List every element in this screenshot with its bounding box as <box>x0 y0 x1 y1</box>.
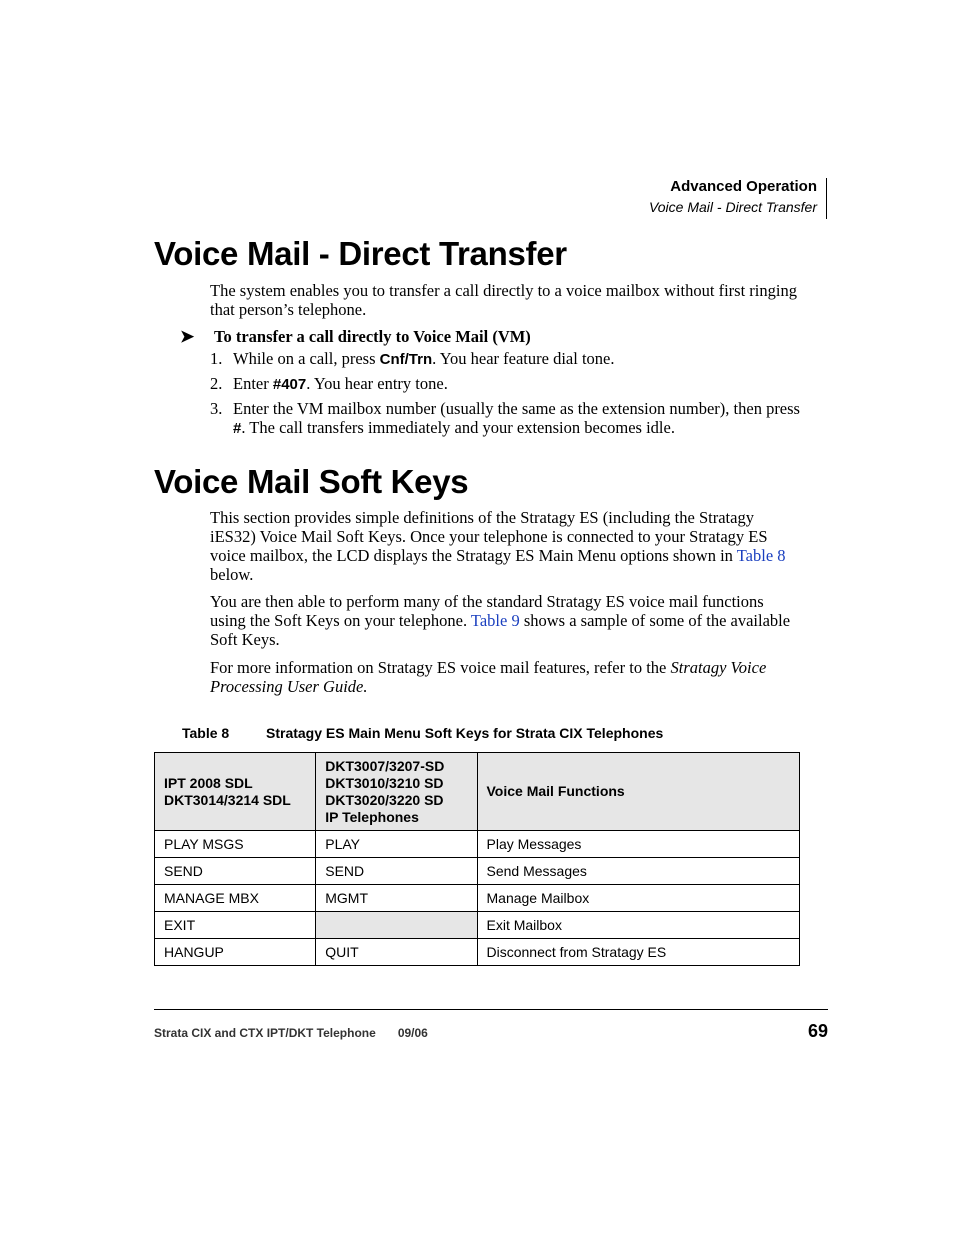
table-cell: HANGUP <box>155 939 316 966</box>
table-cell: PLAY MSGS <box>155 831 316 858</box>
header-line: DKT3007/3207-SD <box>325 757 445 774</box>
table-cell: Send Messages <box>477 858 800 885</box>
running-header-section: Advanced Operation <box>670 178 817 195</box>
soft-keys-table <box>154 752 800 966</box>
header-line: DKT3010/3210 SD <box>325 774 444 791</box>
paragraph-text: You are then able to perform many of the standard Stratagy ES voice mail functions using the Soft Keys on your telephone. <box>210 592 764 630</box>
table-cell-empty <box>316 912 477 939</box>
table-caption-title: Stratagy ES Main Menu Soft Keys for Strata CIX Telephones <box>266 725 664 741</box>
table-cell: MANAGE MBX <box>155 885 316 912</box>
key-label: #407 <box>272 376 307 393</box>
footer-rule <box>154 1009 828 1010</box>
table-cell: MGMT <box>316 885 477 912</box>
soft-keys-paragraph-2 <box>210 592 800 649</box>
footer-date: 09/06 <box>397 1026 428 1040</box>
paragraph-text: For more information on Stratagy ES voice mail features, refer to the <box>210 658 671 677</box>
step-text: . You hear feature dial tone. <box>432 349 615 368</box>
step-item <box>210 374 800 394</box>
column-header-dkt3007 <box>316 753 477 831</box>
table-header-row <box>155 753 800 831</box>
guide-title: Stratagy Voice Processing User Guide. <box>210 658 767 696</box>
step-text: . You hear entry tone. <box>306 374 448 393</box>
soft-keys-paragraph-3 <box>210 658 800 696</box>
table-caption <box>182 724 663 742</box>
table-cell: SEND <box>316 858 477 885</box>
table-cell: QUIT <box>316 939 477 966</box>
step-text: Enter the VM mailbox number (usually the same as the extension number), then press <box>233 399 800 418</box>
header-line: DKT3014/3214 SDL <box>164 791 291 808</box>
procedure-heading <box>180 327 531 346</box>
table-cell: EXIT <box>155 912 316 939</box>
header-line: Voice Mail Functions <box>486 783 625 799</box>
table-caption-number: Table 8 <box>182 725 230 741</box>
step-item <box>210 349 800 369</box>
running-header-rule <box>826 178 827 219</box>
table-row <box>155 939 800 966</box>
table-cell: Play Messages <box>477 831 800 858</box>
table-cell: Manage Mailbox <box>477 885 800 912</box>
running-header <box>649 176 817 218</box>
header-line: DKT3020/3220 SD <box>325 791 444 808</box>
table-row <box>155 831 800 858</box>
step-text: . The call transfers immediately and your extension becomes idle. <box>241 418 675 437</box>
table-row <box>155 912 800 939</box>
footer-title <box>154 1025 428 1041</box>
key-label: Cnf/Trn <box>379 351 433 368</box>
procedure-title: To transfer a call directly to Voice Mail (VM) <box>214 327 531 346</box>
paragraph-text: below. <box>210 565 254 584</box>
table-cell: SEND <box>155 858 316 885</box>
section-title-soft-keys: Voice Mail Soft Keys <box>154 463 469 500</box>
step-text: Enter <box>233 374 273 393</box>
key-label: # <box>233 420 242 437</box>
running-header-subsection: Voice Mail - Direct Transfer <box>648 199 817 215</box>
step-number: 1. <box>210 349 223 368</box>
page-number: 69 <box>807 1021 828 1041</box>
section-title-direct-transfer: Voice Mail - Direct Transfer <box>154 235 567 272</box>
step-number: 3. <box>210 399 223 418</box>
table-cell: PLAY <box>316 831 477 858</box>
step-item <box>210 399 800 438</box>
column-header-functions <box>477 753 800 831</box>
table-row <box>155 885 800 912</box>
footer-doc-title: Strata CIX and CTX IPT/DKT Telephone <box>154 1026 376 1040</box>
table-8-link[interactable]: Table 8 <box>736 546 786 565</box>
column-header-ipt-2008 <box>155 753 316 831</box>
arrow-bullet-icon: ➤ <box>180 327 195 346</box>
paragraph-text: shows a sample of some of the available Soft Keys. <box>210 611 791 649</box>
paragraph-text: This section provides simple definitions of the Stratagy ES (including the Stratagy iES32) Voice Mail Soft Keys. Once your telephone is connected to your Stratagy ES voice mailbox, the LCD displays the Stratagy ES Main Menu options shown in <box>210 508 768 565</box>
direct-transfer-intro: The system enables you to transfer a call directly to a voice mailbox without first ringing that person’s telephone. <box>210 281 797 319</box>
table-cell: Disconnect from Stratagy ES <box>477 939 800 966</box>
step-text: While on a call, press <box>233 349 380 368</box>
soft-keys-paragraph-1 <box>210 508 800 584</box>
header-line: IPT 2008 SDL <box>164 774 253 791</box>
table-cell: Exit Mailbox <box>477 912 800 939</box>
table-row <box>155 858 800 885</box>
header-line: IP Telephones <box>325 808 419 825</box>
table-9-link[interactable]: Table 9 <box>470 611 520 630</box>
step-number: 2. <box>210 374 223 393</box>
